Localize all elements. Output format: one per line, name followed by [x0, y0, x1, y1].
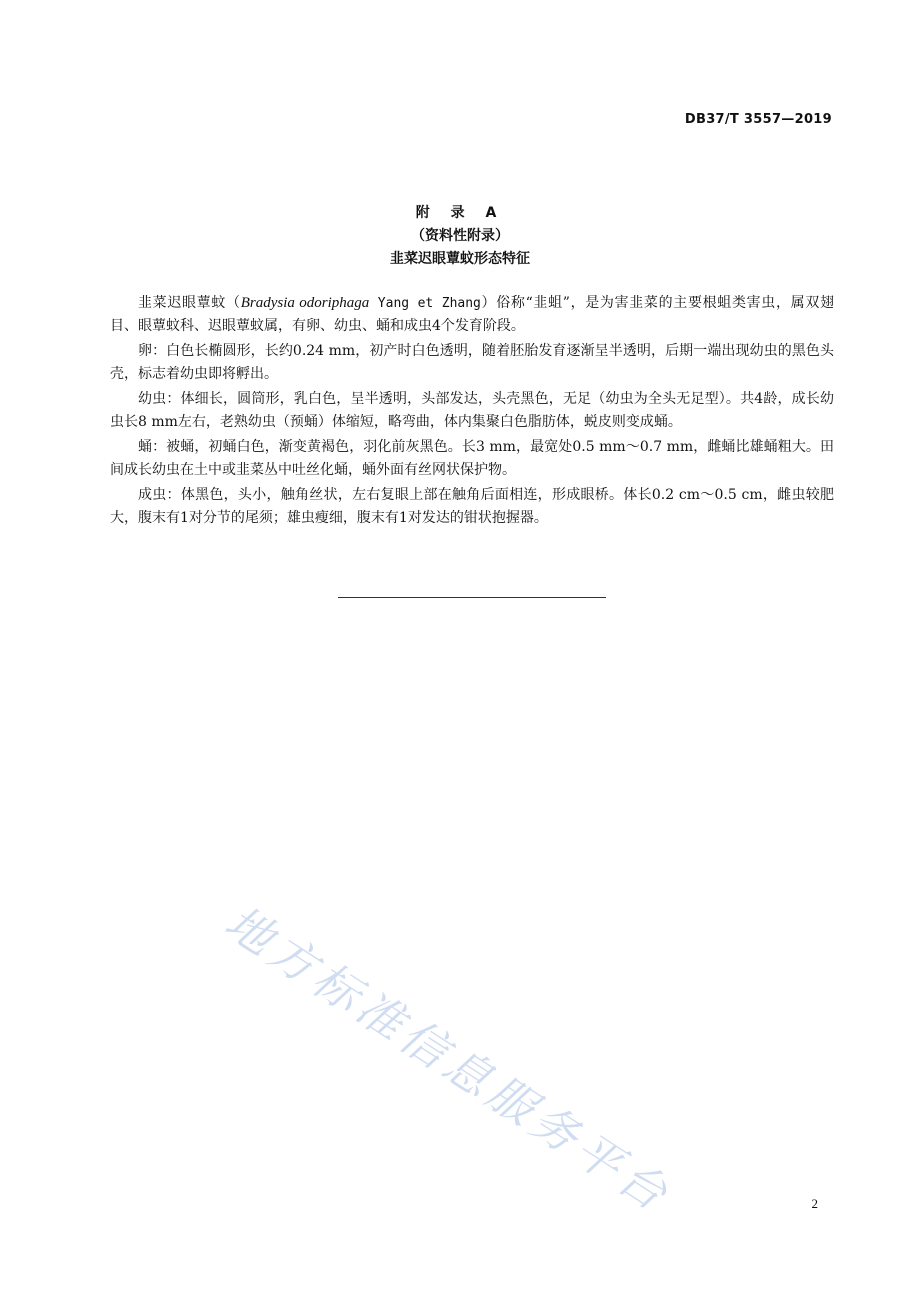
pupa-paragraph: 蛹：被蛹，初蛹白色，渐变黄褐色，羽化前灰黑色。长3 mm，最宽处0.5 mm～0.7 mm，雌蛹比雄蛹粗大。田间成长幼虫在土中或韭菜丛中吐丝化蛹，蛹外面有丝网状保护物。 — [110, 439, 834, 478]
adult-paragraph: 成虫：体黑色，头小，触角丝状，左右复眼上部在触角后面相连，形成眼桥。体长0.2 cm～0.5 cm，雌虫较肥大，腹末有1对分节的尾须；雄虫瘦细，腹末有1对发达的钳状抱握器。 — [110, 487, 834, 526]
appendix-titles — [0, 202, 920, 271]
larva-paragraph: 幼虫：体细长，圆筒形，乳白色，呈半透明，头部发达，头壳黑色，无足（幼虫为全头无足型）。共4龄，成长幼虫长8 mm左右，老熟幼虫（预蛹）体缩短，略弯曲，体内集聚白色脂肪体，蜕皮则变成蛹。 — [110, 391, 834, 430]
species-name: Bradysia odoriphaga — [240, 295, 370, 311]
egg-paragraph: 卵：白色长椭圆形，长约0.24 mm，初产时白色透明，随着胚胎发育逐渐呈半透明，后期一端出现幼虫的黑色头壳，标志着幼虫即将孵出。 — [110, 343, 834, 382]
intro-text-after: ）俗称“韭蛆”，是为害韭菜的主要根蛆类害虫，属双翅目、眼蕈蚊科、迟眼蕈蚊属，有卵、幼虫、蛹和成虫4个发育阶段。 — [110, 295, 834, 334]
appendix-body — [110, 292, 834, 532]
watermark: 地方标准信息服务平台 — [215, 894, 682, 1224]
appendix-label: 附 录 A — [415, 205, 505, 221]
standard-code: DB37/T 3557—2019 — [684, 112, 832, 127]
intro-text-before: 韭菜迟眼蕈蚊（ — [138, 295, 241, 311]
species-author: Yang et Zhang — [369, 296, 481, 311]
appendix-nature: （资料性附录） — [411, 228, 509, 244]
intro-paragraph — [110, 292, 834, 338]
page-number: 2 — [811, 1196, 818, 1211]
end-divider — [338, 597, 606, 598]
appendix-title: 韭菜迟眼蕈蚊形态特征 — [390, 251, 530, 267]
